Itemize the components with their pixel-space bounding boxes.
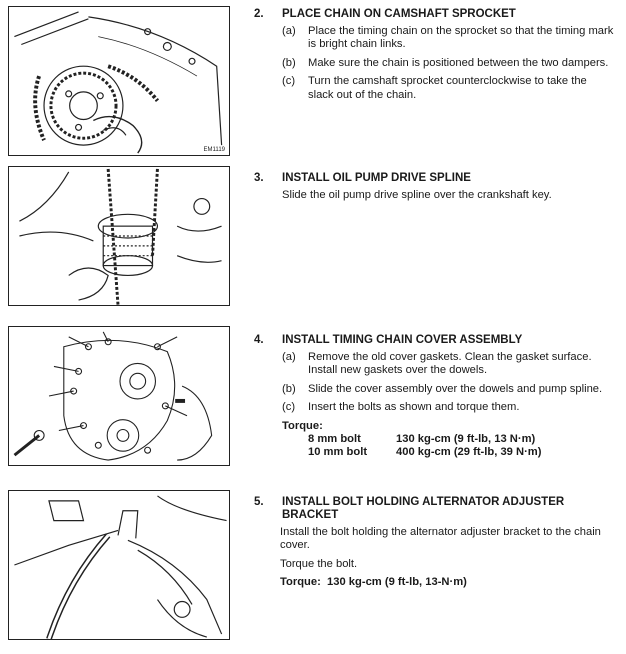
step-number: 3. [254,172,264,184]
list-item: (b) Slide the cover assembly over the dowels and pump spline. [282,382,603,395]
list-item: (c) Insert the bolts as shown and torque them. [282,401,520,414]
step-paragraph: Torque the bolt. [280,557,358,570]
figure-camshaft-sprocket [8,6,230,156]
torque-row: 10 mm bolt 400 kg-cm (29 ft-lb, 39 N·m) [308,446,542,459]
step-paragraph: Install the bolt holding the alternator adjuster bracket to the chain cover. [280,526,601,552]
step-3 [254,172,614,202]
list-item: (c) Turn the camshaft sprocket counterclockwise to take the slack out of the chain. [282,75,587,101]
list-item: (b) Make sure the chain is positioned between the two dampers. [282,56,609,69]
torque-row: 8 mm bolt 130 kg-cm (9 ft-lb, 13 N·m) [308,433,536,446]
figure-alternator-bracket [8,490,230,640]
camshaft-sprocket-chain-illustration-icon [9,7,229,155]
oil-pump-drive-spline-illustration-icon [9,167,229,305]
list-item: (a) Place the timing chain on the sprocket so that the timing mark is bright chain links. [282,25,614,51]
step-5 [254,496,614,595]
figure-code: EM1119 [203,147,225,153]
list-item: (a) Remove the old cover gaskets. Clean the gasket surface. Install new gaskets over the dowels. [282,351,592,377]
torque-line: Torque: 130 kg-cm (9 ft-lb, 13-N·m) [280,576,467,589]
timing-chain-cover-bolts-illustration-icon [9,327,229,465]
figure-oil-pump-spline [8,166,230,306]
alternator-adjuster-bracket-illustration-icon [9,491,229,639]
step-number: 4. [254,334,264,346]
step-title: INSTALL TIMING CHAIN COVER ASSEMBLY [282,334,523,346]
step-title: INSTALL BOLT HOLDING ALTERNATOR ADJUSTER BRACKET [282,496,565,521]
step-title: PLACE CHAIN ON CAMSHAFT SPROCKET [282,8,516,20]
step-title: INSTALL OIL PUMP DRIVE SPLINE [282,172,471,184]
step-2 [254,8,614,107]
step-number: 5. [254,496,264,508]
figure-timing-chain-cover [8,326,230,466]
step-number: 2. [254,8,264,20]
step-text: Slide the oil pump drive spline over the crankshaft key. [282,189,552,201]
step-4 [254,334,614,460]
torque-label: Torque: [282,419,323,432]
